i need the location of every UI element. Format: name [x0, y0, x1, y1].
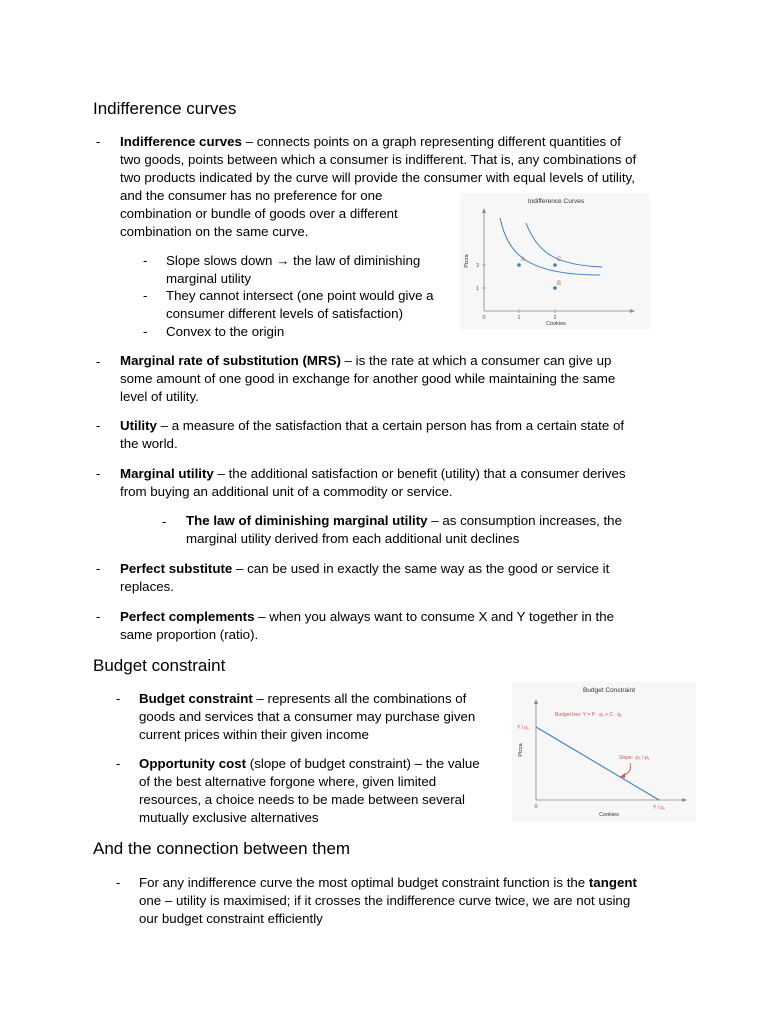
x-axis-label: Cookies [546, 321, 566, 327]
connection-text [139, 874, 699, 928]
text-line: of the best alternative forgone where, given limited [139, 774, 437, 789]
slope-label: Slope: -pₓ / pᵧ [619, 755, 650, 761]
text-line: – is the rate at which a consumer can give up [340, 353, 612, 368]
text-line: current prices within their given income [139, 727, 369, 742]
text-line: goods and services that a consumer may purchase given [139, 709, 476, 724]
y-intercept-label: Y / pₓ [517, 725, 529, 731]
text-line: For any indifference curve the most optimal budget constraint function is the [139, 875, 589, 890]
text-line: – a measure of the satisfaction that a certain person has from a certain state of [156, 418, 625, 433]
text-line: from buying an additional unit of a commodity or service. [120, 484, 453, 499]
chart-title: Budget Constraint [582, 687, 636, 694]
sub-bullet-convex [166, 323, 466, 341]
bullet-dash: - [96, 354, 101, 369]
bullet-dash: - [162, 514, 167, 529]
text-line: replaces. [120, 579, 174, 594]
x-tick-label: 1 [517, 315, 521, 321]
term-law-diminishing-mu: The law of diminishing marginal utility [186, 513, 428, 528]
bullet-dash: - [96, 466, 101, 481]
term-indifference-curves: Indifference curves [120, 134, 242, 149]
text-line: mutually exclusive alternatives [139, 810, 319, 825]
y-tick-label: 3 [475, 263, 479, 269]
mrs-definition [120, 352, 680, 406]
text-line: combination on the same curve. [120, 224, 309, 239]
x-axis-label: Cookies [599, 812, 619, 818]
chart-title: Indifference Curves [527, 198, 585, 205]
bullet-dash: - [116, 756, 121, 771]
text-line: two products indicated by the curve will provide the consumer with equal levels of utility, [120, 170, 635, 185]
text-line: Convex to the origin [166, 324, 285, 339]
budget-line-equation: Budget line: Y = P · pₓ + C · pᵧ [555, 712, 622, 718]
point-label-c: C [557, 257, 562, 263]
text-line: – as consumption increases, the [427, 513, 622, 528]
y-tick-label: 1 [475, 286, 479, 292]
bullet-dash: - [96, 609, 101, 624]
text-line: level of utility. [120, 389, 199, 404]
text-line: consumer different levels of satisfaction) [166, 306, 403, 321]
sub-bullet-slope [166, 252, 466, 288]
bullet-dash: - [116, 691, 121, 706]
chart-background [512, 682, 696, 822]
utility-definition [120, 417, 680, 453]
x-tick-label: 2 [553, 315, 557, 321]
perfect-substitute-definition [120, 560, 680, 596]
opportunity-cost-definition [139, 755, 509, 827]
bullet-dash: - [143, 324, 148, 339]
perfect-complements-definition [120, 608, 680, 644]
bullet-dash: - [96, 418, 101, 433]
text-line: resources, a choice needs to be made between several [139, 792, 465, 807]
bullet-dash: - [143, 288, 148, 303]
text-line: They cannot intersect (one point would give a [166, 288, 434, 303]
point-label-a: A [521, 257, 526, 263]
bullet-dash: - [116, 875, 121, 890]
text-line: and the consumer has no preference for one [120, 188, 383, 203]
text-line: our budget constraint efficiently [139, 911, 323, 926]
heading-budget-constraint: Budget constraint [93, 656, 226, 675]
text-line: – connects points on a graph representing different quantities of [241, 134, 621, 149]
point-a [517, 263, 521, 267]
text-line: (slope of budget constraint) – the value [246, 756, 480, 771]
term-utility: Utility [120, 418, 157, 433]
term-perfect-complements: Perfect complements [120, 609, 255, 624]
term-perfect-substitute: Perfect substitute [120, 561, 233, 576]
chart-background [460, 193, 650, 329]
text-line: the world. [120, 436, 178, 451]
budget-constraint-chart [512, 682, 696, 822]
term-tangent: tangent [588, 875, 637, 890]
heading-connection: And the connection between them [93, 839, 351, 858]
term-opportunity-cost: Opportunity cost [139, 756, 247, 771]
bullet-dash: - [143, 253, 148, 268]
text-line: – the additional satisfaction or benefit (utility) that a consumer derives [213, 466, 626, 481]
text-line: marginal utility derived from each additional unit declines [186, 531, 520, 546]
text-line: two goods, points between which a consumer is indifferent. That is, any combinations of [120, 152, 637, 167]
y-axis-label: Pizza [518, 743, 524, 757]
budget-constraint-definition [139, 690, 509, 744]
sub-bullet-intersect [166, 287, 466, 323]
heading-indifference-curves: Indifference curves [93, 99, 237, 118]
indifference-curves-chart [460, 193, 650, 329]
term-budget-constraint: Budget constraint [139, 691, 253, 706]
term-marginal-utility: Marginal utility [120, 466, 214, 481]
marginal-utility-definition [120, 465, 680, 501]
text-line: Slope slows down → the law of diminishing [166, 253, 421, 268]
text-line: some amount of one good in exchange for another good while maintaining the same [120, 371, 616, 386]
text-line: – can be used in exactly the same way as the good or service it [232, 561, 610, 576]
point-c [553, 263, 557, 267]
text-line: combination or bundle of goods over a different [120, 206, 398, 221]
text-line: – represents all the combinations of [252, 691, 467, 706]
bullet-dash: - [96, 134, 101, 149]
law-diminishing-mu [186, 512, 666, 548]
text-line: marginal utility [166, 271, 251, 286]
x-intercept-label: Y / pᵧ [653, 805, 665, 811]
point-label-b: B [557, 281, 562, 287]
term-mrs: Marginal rate of substitution (MRS) [120, 353, 341, 368]
y-axis-label: Pizza [464, 254, 470, 268]
text-line: one – utility is maximised; if it crosses the indifference curve twice, we are not using [139, 893, 631, 908]
bullet-dash: - [96, 561, 101, 576]
text-line: – when you always want to consume X and Y together in the [254, 609, 614, 624]
x-tick-label: 0 [482, 315, 486, 321]
origin-label: 0 [534, 804, 538, 810]
text-line: same proportion (ratio). [120, 627, 259, 642]
